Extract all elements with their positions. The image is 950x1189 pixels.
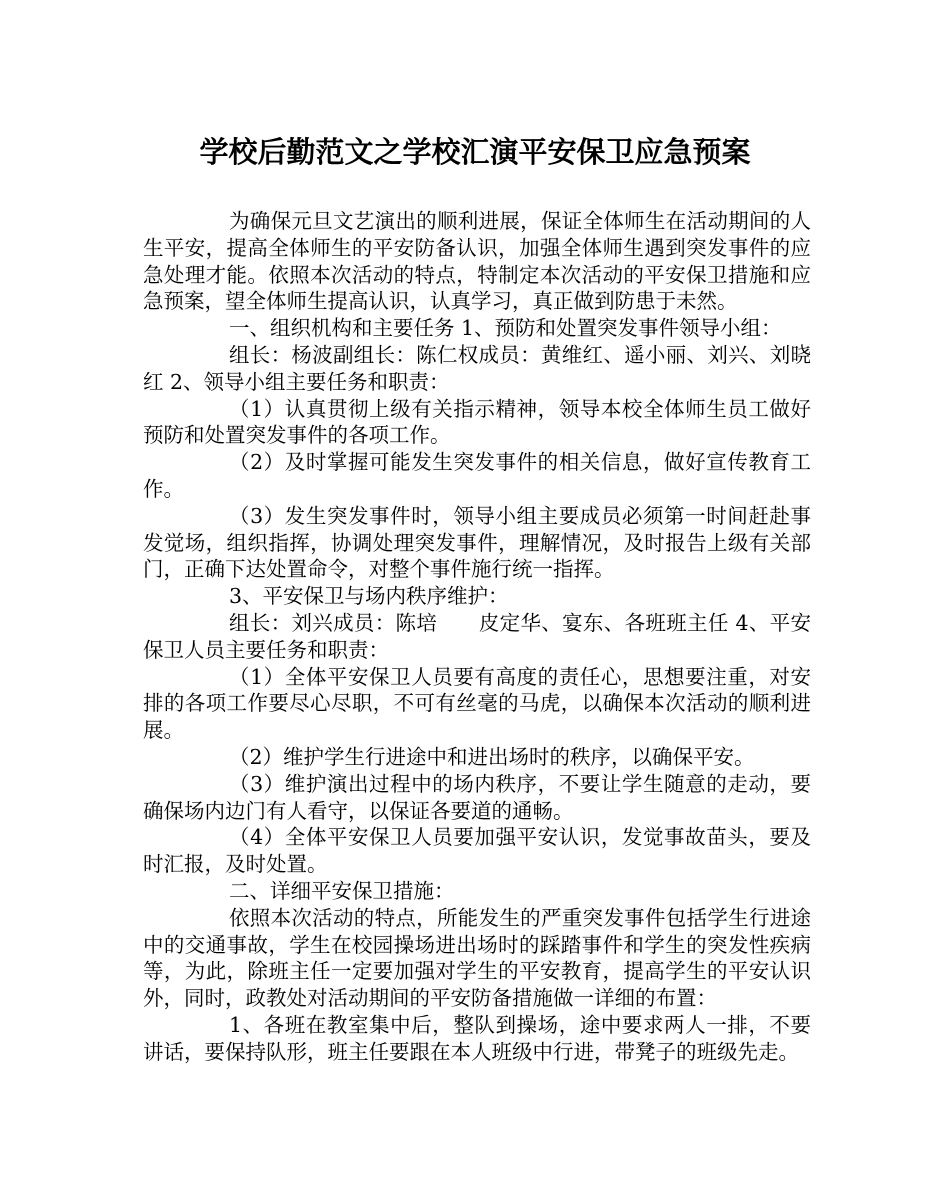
paragraph-section-2-heading: 二、详细平安保卫措施： (229, 878, 455, 903)
paragraph-section-1-heading: 一、组织机构和主要任务 1、预防和处置突发事件领导小组： (229, 316, 782, 341)
paragraph-duty-3: （3）发生突发事件时，领导小组主要成员必须第一时间赶赴事发觉场，组织指挥，协调处理突发事件，理解情况，及时报告上级有关部门，正确下达处置命令，对整个事件施行统一指挥。 (143, 503, 811, 582)
paragraph-leadership-members: 组长：杨波副组长：陈仁权成员：黄维红、遥小丽、刘兴、刘晓红 2、领导小组主要任务和职责： (143, 342, 811, 394)
paragraph-measure-1: 1、各班在教室集中后，整队到操场，途中要求两人一排，不要讲话，要保持队形，班主任要跟在本人班级中行进，带凳子的班级先走。 (143, 1012, 811, 1064)
paragraph-security-duty-2: （2）维护学生行进途中和进出场时的秩序，以确保平安。 (229, 744, 755, 769)
paragraph-security-duty-3: （3）维护演出过程中的场内秩序，不要让学生随意的走动，要确保场内边门有人看守，以保证各要道的通畅。 (143, 771, 811, 823)
paragraph-intro: 为确保元旦文艺演出的顺利进展，保证全体师生在活动期间的人生平安，提高全体师生的平安防备认识，加强全体师生遇到突发事件的应急处理才能。依照本次活动的特点，特制定本次活动的平安保卫措施和应急预案，望全体师生提高认识，认真学习，真正做到防患于未然。 (143, 209, 811, 314)
paragraph-measures-intro: 依照本次活动的特点，所能发生的严重突发事件包括学生行进途中的交通事故，学生在校园操场进出场时的踩踏事件和学生的突发性疾病等，为此，除班主任一定要加强对学生的平安教育，提高学生的平安认识外，同时，政教处对活动期间的平安防备措施做一详细的布置： (143, 905, 811, 1011)
document-title: 学校后勤范文之学校汇演平安保卫应急预案 (199, 135, 751, 169)
paragraph-security-duty-1: （1）全体平安保卫人员要有高度的责任心，思想要注重，对安排的各项工作要尽心尽职，不可有丝毫的马虎，以确保本次活动的顺利进展。 (143, 664, 811, 743)
document-body (143, 208, 811, 1066)
paragraph-security-heading: 3、平安保卫与场内秩序维护： (229, 584, 509, 609)
paragraph-duty-1: （1）认真贯彻上级有关指示精神，领导本校全体师生员工做好预防和处置突发事件的各项工作。 (143, 396, 811, 448)
paragraph-security-members: 组长：刘兴成员：陈培 皮定华、宴东、各班班主任 4、平安保卫人员主要任务和职责： (143, 610, 811, 662)
paragraph-duty-2: （2）及时掌握可能发生突发事件的相关信息，做好宣传教育工作。 (143, 450, 811, 501)
paragraph-security-duty-4: （4）全体平安保卫人员要加强平安认识，发觉事故苗头，要及时汇报，及时处置。 (143, 825, 811, 877)
